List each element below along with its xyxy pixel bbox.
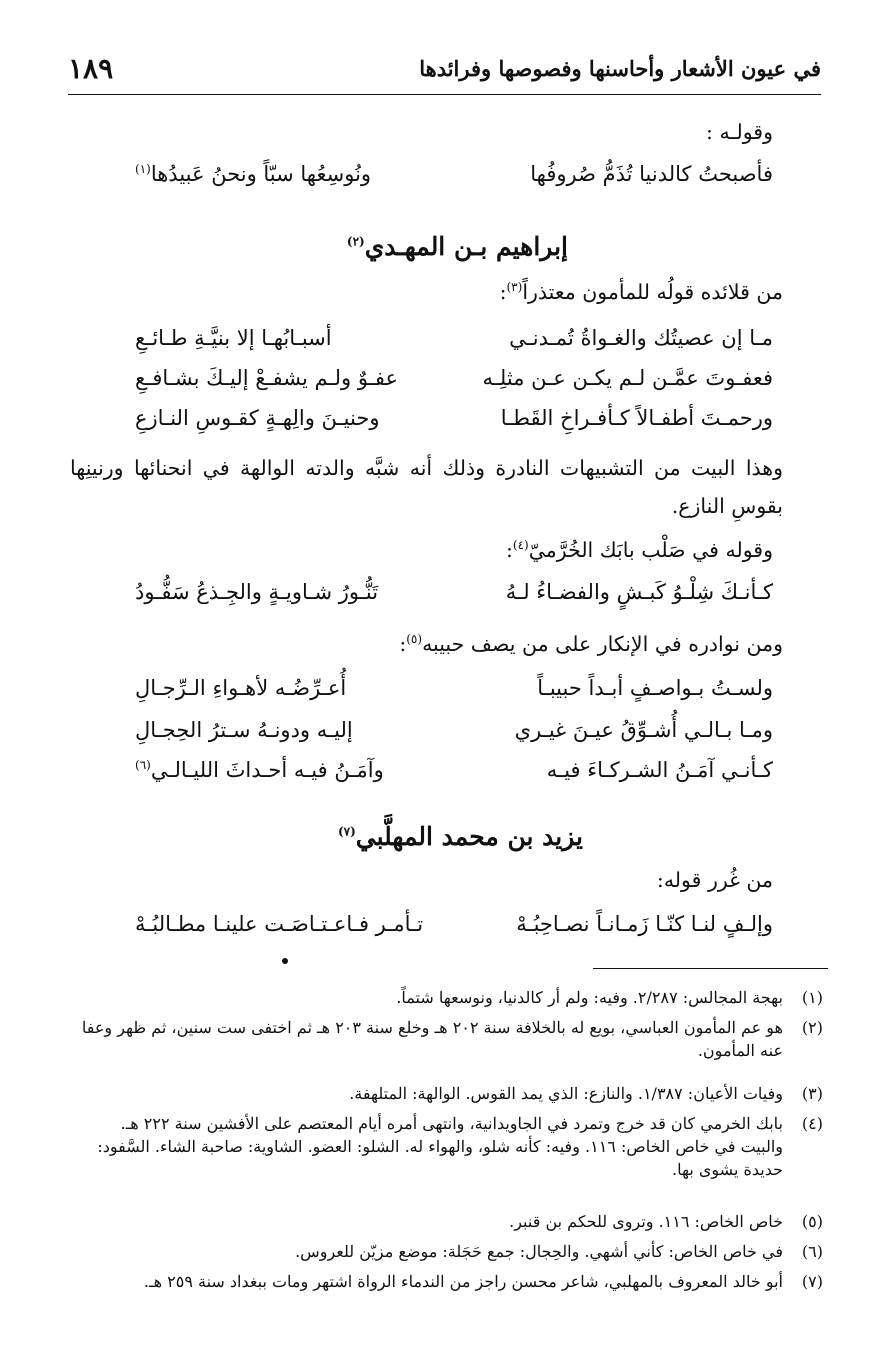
first-hemistich: فعفـوتَ عمَّـن لـم يكـن عـن مثلِـه (482, 366, 773, 390)
first-hemistich: ورحمـتَ أطفـالاً كـأفـراخِ القَطـا (500, 406, 773, 430)
header-divider (68, 94, 821, 95)
second-hemistich (135, 758, 384, 782)
intro-colon: : (505, 538, 513, 562)
footnote-number: (٤) (801, 1114, 823, 1133)
footnote-ref: (٦) (135, 758, 151, 772)
section-heading-ibrahim (347, 232, 568, 261)
intro-line-1: وقولـه : (706, 120, 773, 144)
footnote-divider (593, 968, 828, 969)
verse-5 (100, 912, 773, 948)
intro-text: ومن نوادره في الإنكار على من يصف حبيبه (422, 632, 783, 656)
footnote-7 (80, 1270, 823, 1293)
heading-text: إبراهيم بـن المهـدي (364, 232, 568, 261)
footnote-text: خاص الخاص: ١١٦. وتروى للحكم بن قنبر. (509, 1212, 783, 1231)
verse-4-3 (100, 758, 773, 794)
second-hemistich-text: وآمَـنُ فيـه أحـداثَ الليـالـي (150, 758, 384, 782)
verse-4-1 (100, 676, 773, 712)
footnote-3 (80, 1082, 823, 1105)
section-heading-yazid (338, 822, 583, 851)
second-hemistich: تـأمـر فـاعـتـاصَـت علينـا مطـالبُـهْ (135, 912, 424, 936)
verse-2-1 (100, 326, 773, 362)
footnote-ref: (١) (135, 162, 151, 176)
footnote-4 (80, 1112, 823, 1182)
footnote-number: (١) (801, 988, 823, 1007)
header-title: في عيون الأشعار وأحاسنها وفصوصها وفرائدها (419, 56, 821, 81)
first-hemistich: كـأنـكَ شِلْـوُ كَبـشٍ والفضـاءُ لـهُ (505, 580, 773, 604)
intro-text: وقوله في صَلْب بابَك الخُرَّميّ (528, 538, 773, 562)
footnote-ref: (٣) (506, 280, 523, 295)
footnote-number: (٦) (801, 1242, 823, 1261)
verse-1-second-hemistich (135, 162, 371, 186)
verse-1 (100, 162, 773, 198)
first-hemistich: مـا إن عصيتُك والغـواةُ تُمـدنـي (509, 326, 773, 350)
footnote-text: في خاص الخاص: كأني أشهي. والحِجال: جمع حَجَلة: موضع مزيّن للعروس. (295, 1242, 783, 1261)
intro-text: من قلائده قولُه للمأمون معتذراً (522, 280, 783, 304)
second-hemistich: أُعـرِّضُـه لأهـواءِ الـرِّجـالِ (135, 676, 347, 700)
footnote-text: أبو خالد المعروف بالمهلبي، شاعر محسن راجز من الندماء الرواة اشتهر ومات ببغداد سنة ٢٥٩ هـ. (143, 1272, 783, 1291)
verse-2-3 (100, 406, 773, 442)
footnote-ref: (٧) (337, 824, 356, 839)
page-number: ١٨٩ (68, 52, 114, 85)
footnote-text: وفيات الأعيان: ١/٣٨٧. والنازع: الذي يمد القوس. الوالهة: المتلهفة. (349, 1084, 783, 1103)
intro-line-5: من غُرر قوله: (656, 868, 773, 892)
footnote-1 (80, 986, 823, 1009)
footnote-number: (٥) (801, 1212, 823, 1231)
intro-line-4 (399, 632, 783, 657)
commentary-line-2: بقوسِ النازع. (671, 494, 783, 518)
running-header (68, 52, 821, 96)
footnote-ref: (٤) (512, 538, 529, 553)
footnote-2 (80, 1016, 823, 1062)
verse-2-2 (100, 366, 773, 402)
verse-1-second-text: ونُوسِعُها سبّاً ونحنُ عَبيدُها (150, 162, 372, 186)
second-hemistich: أسبـابُهـا إلا بنيَّـةِ طـائـعِ (135, 326, 332, 350)
heading-text: يزيد بن محمد المهلَّبي (355, 822, 583, 851)
footnote-ref: (٢) (346, 234, 365, 249)
footnote-text: هو عم المأمون العباسي، بويع له بالخلافة سنة ٢٠٢ هـ وخلع سنة ٢٠٣ هـ ثم اختفى ست سنين، ثم ظهر وعفا عنه المأمون. (81, 1018, 783, 1061)
first-hemistich: ولسـتُ بـواصـفٍ أبـداً حبيبـاً (537, 676, 773, 700)
first-hemistich: وإلـفٍ لنـا كنّـا زَمـانـاً نصـاحِبُـهْ (516, 912, 773, 936)
second-hemistich: إليـه ودونـهُ سـترُ الحِجـالِ (135, 718, 353, 742)
footnote-text: بهجة المجالس: ٢/٢٨٧. وفيه: ولم أر كالدنيا، ونوسعها شتماً. (396, 988, 783, 1007)
second-hemistich: عفـوٌ ولـم يشفـعْ إليـكَ بشـافـعِ (135, 366, 398, 390)
second-hemistich: وحنيـنَ والِهـةٍ كقـوسِ النـازعِ (135, 406, 380, 430)
footnote-ref: (٥) (406, 632, 423, 647)
intro-colon: : (399, 632, 407, 656)
footnote-5 (80, 1210, 823, 1233)
verse-4-2 (100, 718, 773, 754)
footnote-number: (٢) (801, 1018, 823, 1037)
footnote-number: (٣) (801, 1084, 823, 1103)
second-hemistich: تَنُّـورُ شـاويـةٍ والجِـذعُ سَفُّـودُ (135, 580, 379, 604)
verse-3 (100, 580, 773, 616)
verse-1-first-hemistich: فأصبحتُ كالدنيا تُذَمُّ صُروفُها (530, 162, 773, 186)
intro-colon: : (499, 280, 507, 304)
footnote-number: (٧) (801, 1272, 823, 1291)
first-hemistich: ومـا بـالـي أُشـوِّقُ عيـنَ غيـري (514, 718, 773, 742)
ink-speck (282, 958, 288, 964)
footnote-text: بابك الخرمي كان قد خرج وتمرد في الجاويدانية، وانتهى أمره أيام المعتصم على الأفشين سنة ٢٢٢ هـ. والبيت في خاص الخاص: ١١٦. وفيه: كأنه شلو، والهواء له. الشلو: العضو. الشاوية: صاحبة الشاء. السَّفود: حديدة يشوى بها. (97, 1114, 783, 1180)
footnote-6 (80, 1240, 823, 1263)
commentary-line-1: وهذا البيت من التشبيهات النادرة وذلك أنه شبَّه والدته الوالهة في انحنائها ورنينِها (70, 456, 783, 480)
first-hemistich: كـأنـي آمَـنُ الشـركـاءَ فيـه (546, 758, 773, 782)
intro-line-3 (506, 538, 773, 563)
intro-line-2 (500, 280, 783, 305)
